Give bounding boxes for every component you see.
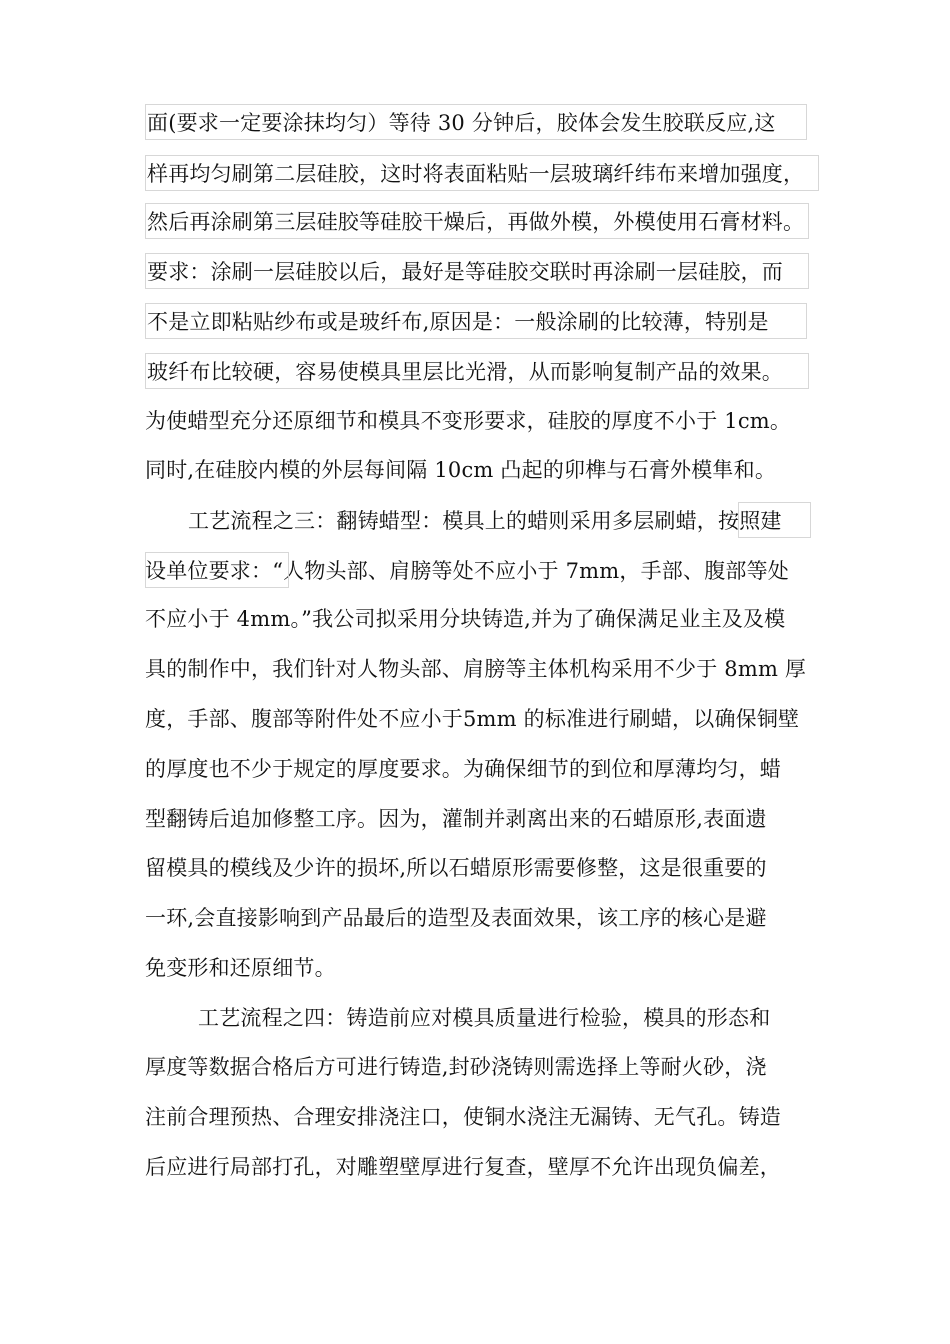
paragraph-first-line: 工艺流程之四：铸造前应对模具质量进行检验，模具的形态和: [198, 1006, 771, 1030]
text-line: 不应小于 4mm。”我公司拟采用分块铸造,并为了确保满足业主及及模: [145, 607, 786, 631]
text-line: 同时,在硅胶内模的外层每间隔 10cm 凸起的卯榫与石膏外模隼和。: [145, 458, 777, 482]
text-line: 的厚度也不少于规定的厚度要求。为确保细节的到位和厚薄均匀，蜡: [145, 757, 781, 781]
text-line: 度，手部、腹部等附件处不应小于5mm 的标准进行刷蜡，以确保铜壁: [145, 707, 800, 731]
text-line: 然后再涂刷第三层硅胶等硅胶干燥后，再做外模，外模使用石膏材料。: [145, 203, 809, 239]
text-line: 设单位要求：“人物头部、肩膀等处不应小于 7mm，手部、腹部等处: [145, 559, 789, 583]
text-line: 为使蜡型充分还原细节和模具不变形要求，硅胶的厚度不小于 1cm。: [145, 409, 792, 433]
text-line: 留模具的模线及少许的损坏,所以石蜡原形需要修整，这是很重要的: [145, 856, 767, 880]
text-line: 具的制作中，我们针对人物头部、肩膀等主体机构采用不少于 8mm 厚: [145, 657, 807, 681]
text-line: 型翻铸后追加修整工序。因为，灌制并剥离出来的石蜡原形,表面遗: [145, 807, 767, 831]
text-line: 不是立即粘贴纱布或是玻纤布,原因是：一般涂刷的比较薄，特别是: [145, 303, 807, 339]
text-line: 注前合理预热、合理安排浇注口，使铜水浇注无漏铸、无气孔。铸造: [145, 1105, 781, 1129]
text-highlight-box: [145, 552, 289, 588]
text-line: 后应进行局部打孔，对雕塑壁厚进行复查，壁厚不允许出现负偏差，: [145, 1155, 781, 1179]
text-line: 要求：涂刷一层硅胶以后，最好是等硅胶交联时再涂刷一层硅胶，而: [145, 253, 809, 289]
text-line: 免变形和还原细节。: [145, 956, 336, 980]
text-line: 面(要求一定要涂抹均匀）等待 30 分钟后，胶体会发生胶联反应,这: [145, 104, 807, 140]
text-line: 厚度等数据合格后方可进行铸造,封砂浇铸则需选择上等耐火砂，浇: [145, 1055, 767, 1079]
text-line: 一环,会直接影响到产品最后的造型及表面效果，该工序的核心是避: [145, 906, 767, 930]
paragraph-first-line: 工艺流程之三：翻铸蜡型：模具上的蜡则采用多层刷蜡，按照建: [188, 509, 782, 533]
text-line: 样再均匀刷第二层硅胶，这时将表面粘贴一层玻璃纤纬布来增加强度，: [145, 155, 819, 191]
text-line: 玻纤布比较硬，容易使模具里层比光滑，从而影响复制产品的效果。: [145, 353, 809, 389]
text-highlight-box: [738, 502, 811, 538]
